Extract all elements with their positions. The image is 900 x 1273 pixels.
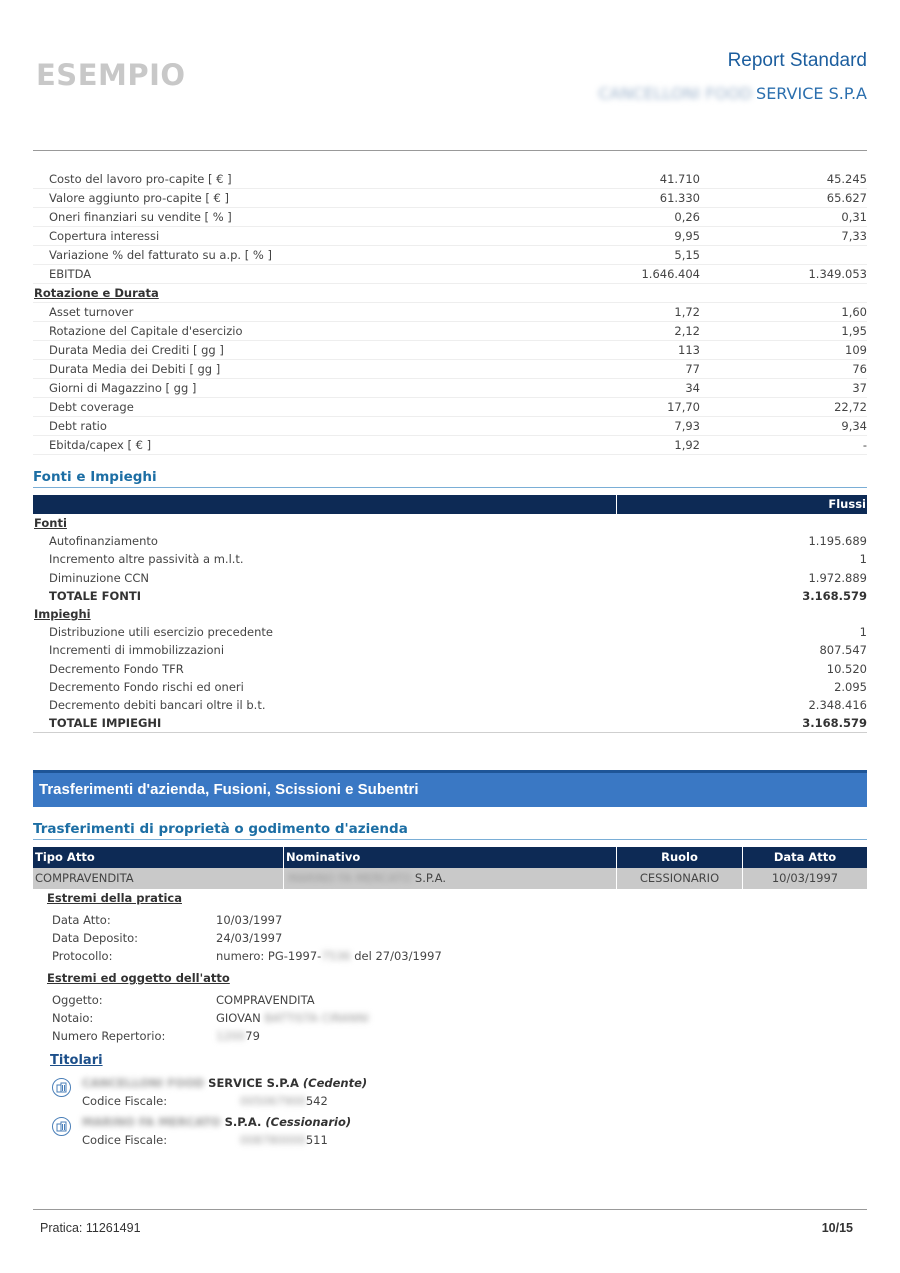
holder-name-redacted: MARINO FA MERCATO	[82, 1115, 221, 1129]
row-value-v2: 7,33	[841, 229, 867, 243]
row-value: 10.520	[826, 661, 867, 676]
data-deposito-field	[52, 931, 282, 945]
fonti-impieghi-table	[33, 495, 867, 733]
data-atto-field	[52, 913, 282, 927]
row-value-v1: 113	[678, 343, 700, 357]
titolari-heading: Titolari	[50, 1053, 103, 1068]
row-value-v1: 34	[685, 381, 700, 395]
company-name-suffix: SERVICE S.P.A	[756, 84, 867, 103]
row-label: TOTALE IMPIEGHI	[49, 716, 162, 731]
table-row	[33, 170, 867, 189]
notaio-redacted: BATTISTA CIRANNI	[264, 1011, 369, 1025]
data-atto-label: Data Atto:	[52, 913, 111, 927]
oggetto-value: COMPRAVENDITA	[216, 993, 315, 1007]
protocollo-label: Protocollo:	[52, 949, 113, 963]
holder-name-suffix: S.P.A.	[224, 1115, 262, 1129]
table-row	[33, 436, 867, 455]
table-row	[33, 678, 867, 696]
row-value: 1	[859, 552, 867, 567]
table-row	[33, 641, 867, 659]
holder-codice-fiscale	[82, 1133, 328, 1147]
codice-fiscale-value	[240, 1133, 328, 1147]
cell-nominativo	[284, 868, 617, 889]
table-row	[33, 208, 867, 227]
row-value-v1: 1,92	[674, 438, 700, 452]
row-label: Decremento Fondo TFR	[49, 661, 184, 676]
company-name-redacted: CANCELLONI FOOD	[598, 84, 753, 103]
row-label: Decremento Fondo rischi ed oneri	[49, 679, 244, 694]
codice-fiscale-suffix: 542	[305, 1094, 328, 1108]
row-value-v1: 17,70	[667, 400, 700, 414]
fonti-impieghi-rows	[33, 514, 867, 732]
fonti-impieghi-title: Fonti e Impieghi	[33, 469, 867, 488]
repertorio-field	[52, 1029, 260, 1043]
repertorio-suffix: 79	[245, 1029, 260, 1043]
row-value-v2: 76	[852, 362, 867, 376]
indicators-table	[33, 170, 867, 455]
data-deposito-label: Data Deposito:	[52, 931, 138, 945]
repertorio-redacted: 1200	[216, 1029, 246, 1043]
holder-name-suffix: SERVICE S.P.A	[208, 1076, 299, 1090]
transfers-table	[33, 847, 867, 889]
table-row	[33, 189, 867, 208]
notaio-value	[216, 1011, 369, 1025]
protocollo-prefix: numero: PG-1997-	[216, 949, 322, 963]
row-value-v1: 7,93	[674, 419, 700, 433]
holder-role: (Cedente)	[302, 1076, 368, 1090]
row-value: 3.168.579	[802, 716, 867, 731]
row-label: Rotazione e Durata	[34, 286, 159, 300]
oggetto-atto-heading: Estremi ed oggetto dell'atto	[47, 971, 230, 985]
row-label: Costo del lavoro pro-capite [ € ]	[49, 172, 232, 186]
cell-tipo-atto: COMPRAVENDITA	[33, 868, 284, 889]
row-value-v2: 1,60	[841, 305, 867, 319]
holder-codice-fiscale	[82, 1094, 328, 1108]
holder-role: (Cessionario)	[265, 1115, 352, 1129]
codice-fiscale-redacted: 008780000	[240, 1133, 306, 1147]
total-row	[33, 714, 867, 732]
holder-name	[82, 1115, 351, 1129]
row-value-v1: 1,72	[674, 305, 700, 319]
row-value-v1: 2,12	[674, 324, 700, 338]
row-value-v2: -	[862, 438, 867, 452]
table-row	[33, 246, 867, 265]
row-label: Giorni di Magazzino [ gg ]	[49, 381, 197, 395]
row-label: Fonti	[34, 516, 67, 531]
row-label: Durata Media dei Debiti [ gg ]	[49, 362, 221, 376]
estremi-pratica-heading: Estremi della pratica	[47, 891, 182, 905]
notaio-field	[52, 1011, 369, 1025]
row-label: Autofinanziamento	[49, 534, 158, 549]
row-value-v1: 9,95	[674, 229, 700, 243]
row-label: Decremento debiti bancari oltre il b.t.	[49, 697, 266, 712]
row-value-v1: 5,15	[674, 248, 700, 262]
total-row	[33, 587, 867, 605]
row-label: Incrementi di immobilizzazioni	[49, 643, 225, 658]
nominativo-redacted: MARINO FA MERCATO	[288, 871, 412, 885]
fonti-impieghi-end-rule	[33, 732, 867, 733]
protocollo-field	[52, 949, 442, 963]
table-row	[33, 868, 867, 889]
row-value-v2: 1.349.053	[808, 267, 867, 281]
table-row	[33, 303, 867, 322]
row-value: 1.972.889	[808, 570, 867, 585]
repertorio-value	[216, 1029, 260, 1043]
protocollo-suffix: del 27/03/1997	[350, 949, 442, 963]
company-name	[598, 84, 867, 103]
row-value-v2: 109	[845, 343, 867, 357]
building-icon	[52, 1078, 71, 1097]
transfers-title: Trasferimenti di proprietà o godimento d'azienda	[33, 821, 867, 840]
section-row	[33, 514, 867, 532]
table-row	[33, 660, 867, 678]
row-value-v2: 65.627	[826, 191, 867, 205]
row-value-v2: 1,95	[841, 324, 867, 338]
header-nominativo: Nominativo	[284, 847, 617, 868]
table-row	[33, 322, 867, 341]
row-value: 1.195.689	[808, 534, 867, 549]
row-label: Variazione % del fatturato su a.p. [ % ]	[49, 248, 272, 262]
holder-name	[82, 1076, 367, 1090]
row-label: Debt coverage	[49, 400, 134, 414]
building-icon	[52, 1117, 71, 1136]
row-value: 1	[859, 625, 867, 640]
table-row	[33, 227, 867, 246]
codice-fiscale-value	[240, 1094, 328, 1108]
cell-data-atto: 10/03/1997	[771, 871, 839, 885]
table-row	[33, 417, 867, 436]
table-row	[33, 569, 867, 587]
row-value: 2.095	[834, 679, 867, 694]
oggetto-label: Oggetto:	[52, 993, 103, 1007]
row-label: Diminuzione CCN	[49, 570, 149, 585]
row-label: Impieghi	[34, 607, 91, 622]
row-value-v1: 0,26	[674, 210, 700, 224]
fonti-impieghi-header	[33, 495, 867, 514]
row-label: Oneri finanziari su vendite [ % ]	[49, 210, 232, 224]
header-tipo-atto: Tipo Atto	[33, 847, 284, 868]
codice-fiscale-label: Codice Fiscale:	[82, 1094, 168, 1108]
repertorio-label: Numero Repertorio:	[52, 1029, 166, 1043]
table-row	[33, 341, 867, 360]
row-value-v1: 1.646.404	[641, 267, 700, 281]
table-row	[33, 360, 867, 379]
header-data-atto: Data Atto	[773, 850, 837, 864]
data-deposito-value: 24/03/1997	[216, 931, 283, 945]
row-label: Rotazione del Capitale d'esercizio	[49, 324, 243, 338]
report-title: Report Standard	[727, 50, 867, 71]
transfers-header	[33, 847, 867, 868]
notaio-label: Notaio:	[52, 1011, 94, 1025]
oggetto-field	[52, 993, 315, 1007]
watermark: ESEMPIO	[36, 58, 186, 92]
data-atto-value: 10/03/1997	[216, 913, 283, 927]
row-value: 2.348.416	[808, 697, 867, 712]
row-label: Ebitda/capex [ € ]	[49, 438, 152, 452]
row-label: EBITDA	[49, 267, 92, 281]
row-value-v2: 37	[852, 381, 867, 395]
row-value-v2: 45.245	[826, 172, 867, 186]
notaio-first: GIOVAN	[216, 1011, 261, 1025]
nominativo-suffix: S.P.A.	[414, 871, 446, 885]
flussi-header: Flussi	[828, 497, 866, 511]
row-label: Debt ratio	[49, 419, 107, 433]
row-value-v2: 9,34	[841, 419, 867, 433]
page-number: 10/15	[821, 1221, 853, 1235]
table-row	[33, 696, 867, 714]
row-label: Copertura interessi	[49, 229, 160, 243]
header-divider	[33, 150, 867, 151]
row-label: Durata Media dei Crediti [ gg ]	[49, 343, 224, 357]
row-label: TOTALE FONTI	[49, 588, 142, 603]
table-row	[33, 623, 867, 641]
row-label: Incremento altre passività a m.l.t.	[49, 552, 244, 567]
holder-name-redacted: CANCELLONI FOOD	[82, 1076, 205, 1090]
footer-divider	[33, 1209, 867, 1210]
pratica-number: Pratica: 11261491	[40, 1221, 141, 1235]
row-value-v1: 61.330	[659, 191, 700, 205]
row-value: 807.547	[819, 643, 867, 658]
section-row	[33, 605, 867, 623]
row-value-v2: 0,31	[841, 210, 867, 224]
table-row	[33, 398, 867, 417]
row-value-v2: 22,72	[834, 400, 867, 414]
cell-ruolo: CESSIONARIO	[617, 868, 743, 889]
table-row	[33, 265, 867, 284]
header-ruolo: Ruolo	[617, 847, 743, 868]
codice-fiscale-suffix: 511	[305, 1133, 328, 1147]
table-row	[33, 532, 867, 550]
section-banner: Trasferimenti d'azienda, Fusioni, Scissioni e Subentri	[33, 770, 867, 807]
row-value: 3.168.579	[802, 588, 867, 603]
row-label: Distribuzione utili esercizio precedente	[49, 625, 273, 640]
row-value-v1: 41.710	[659, 172, 700, 186]
codice-fiscale-label: Codice Fiscale:	[82, 1133, 168, 1147]
section-row	[33, 284, 867, 303]
codice-fiscale-redacted: 005067900	[240, 1094, 306, 1108]
row-value-v1: 77	[685, 362, 700, 376]
row-label: Valore aggiunto pro-capite [ € ]	[49, 191, 229, 205]
protocollo-redacted: 7536	[321, 949, 351, 963]
table-row	[33, 550, 867, 568]
row-label: Asset turnover	[49, 305, 134, 319]
table-row	[33, 379, 867, 398]
protocollo-value	[216, 949, 442, 963]
